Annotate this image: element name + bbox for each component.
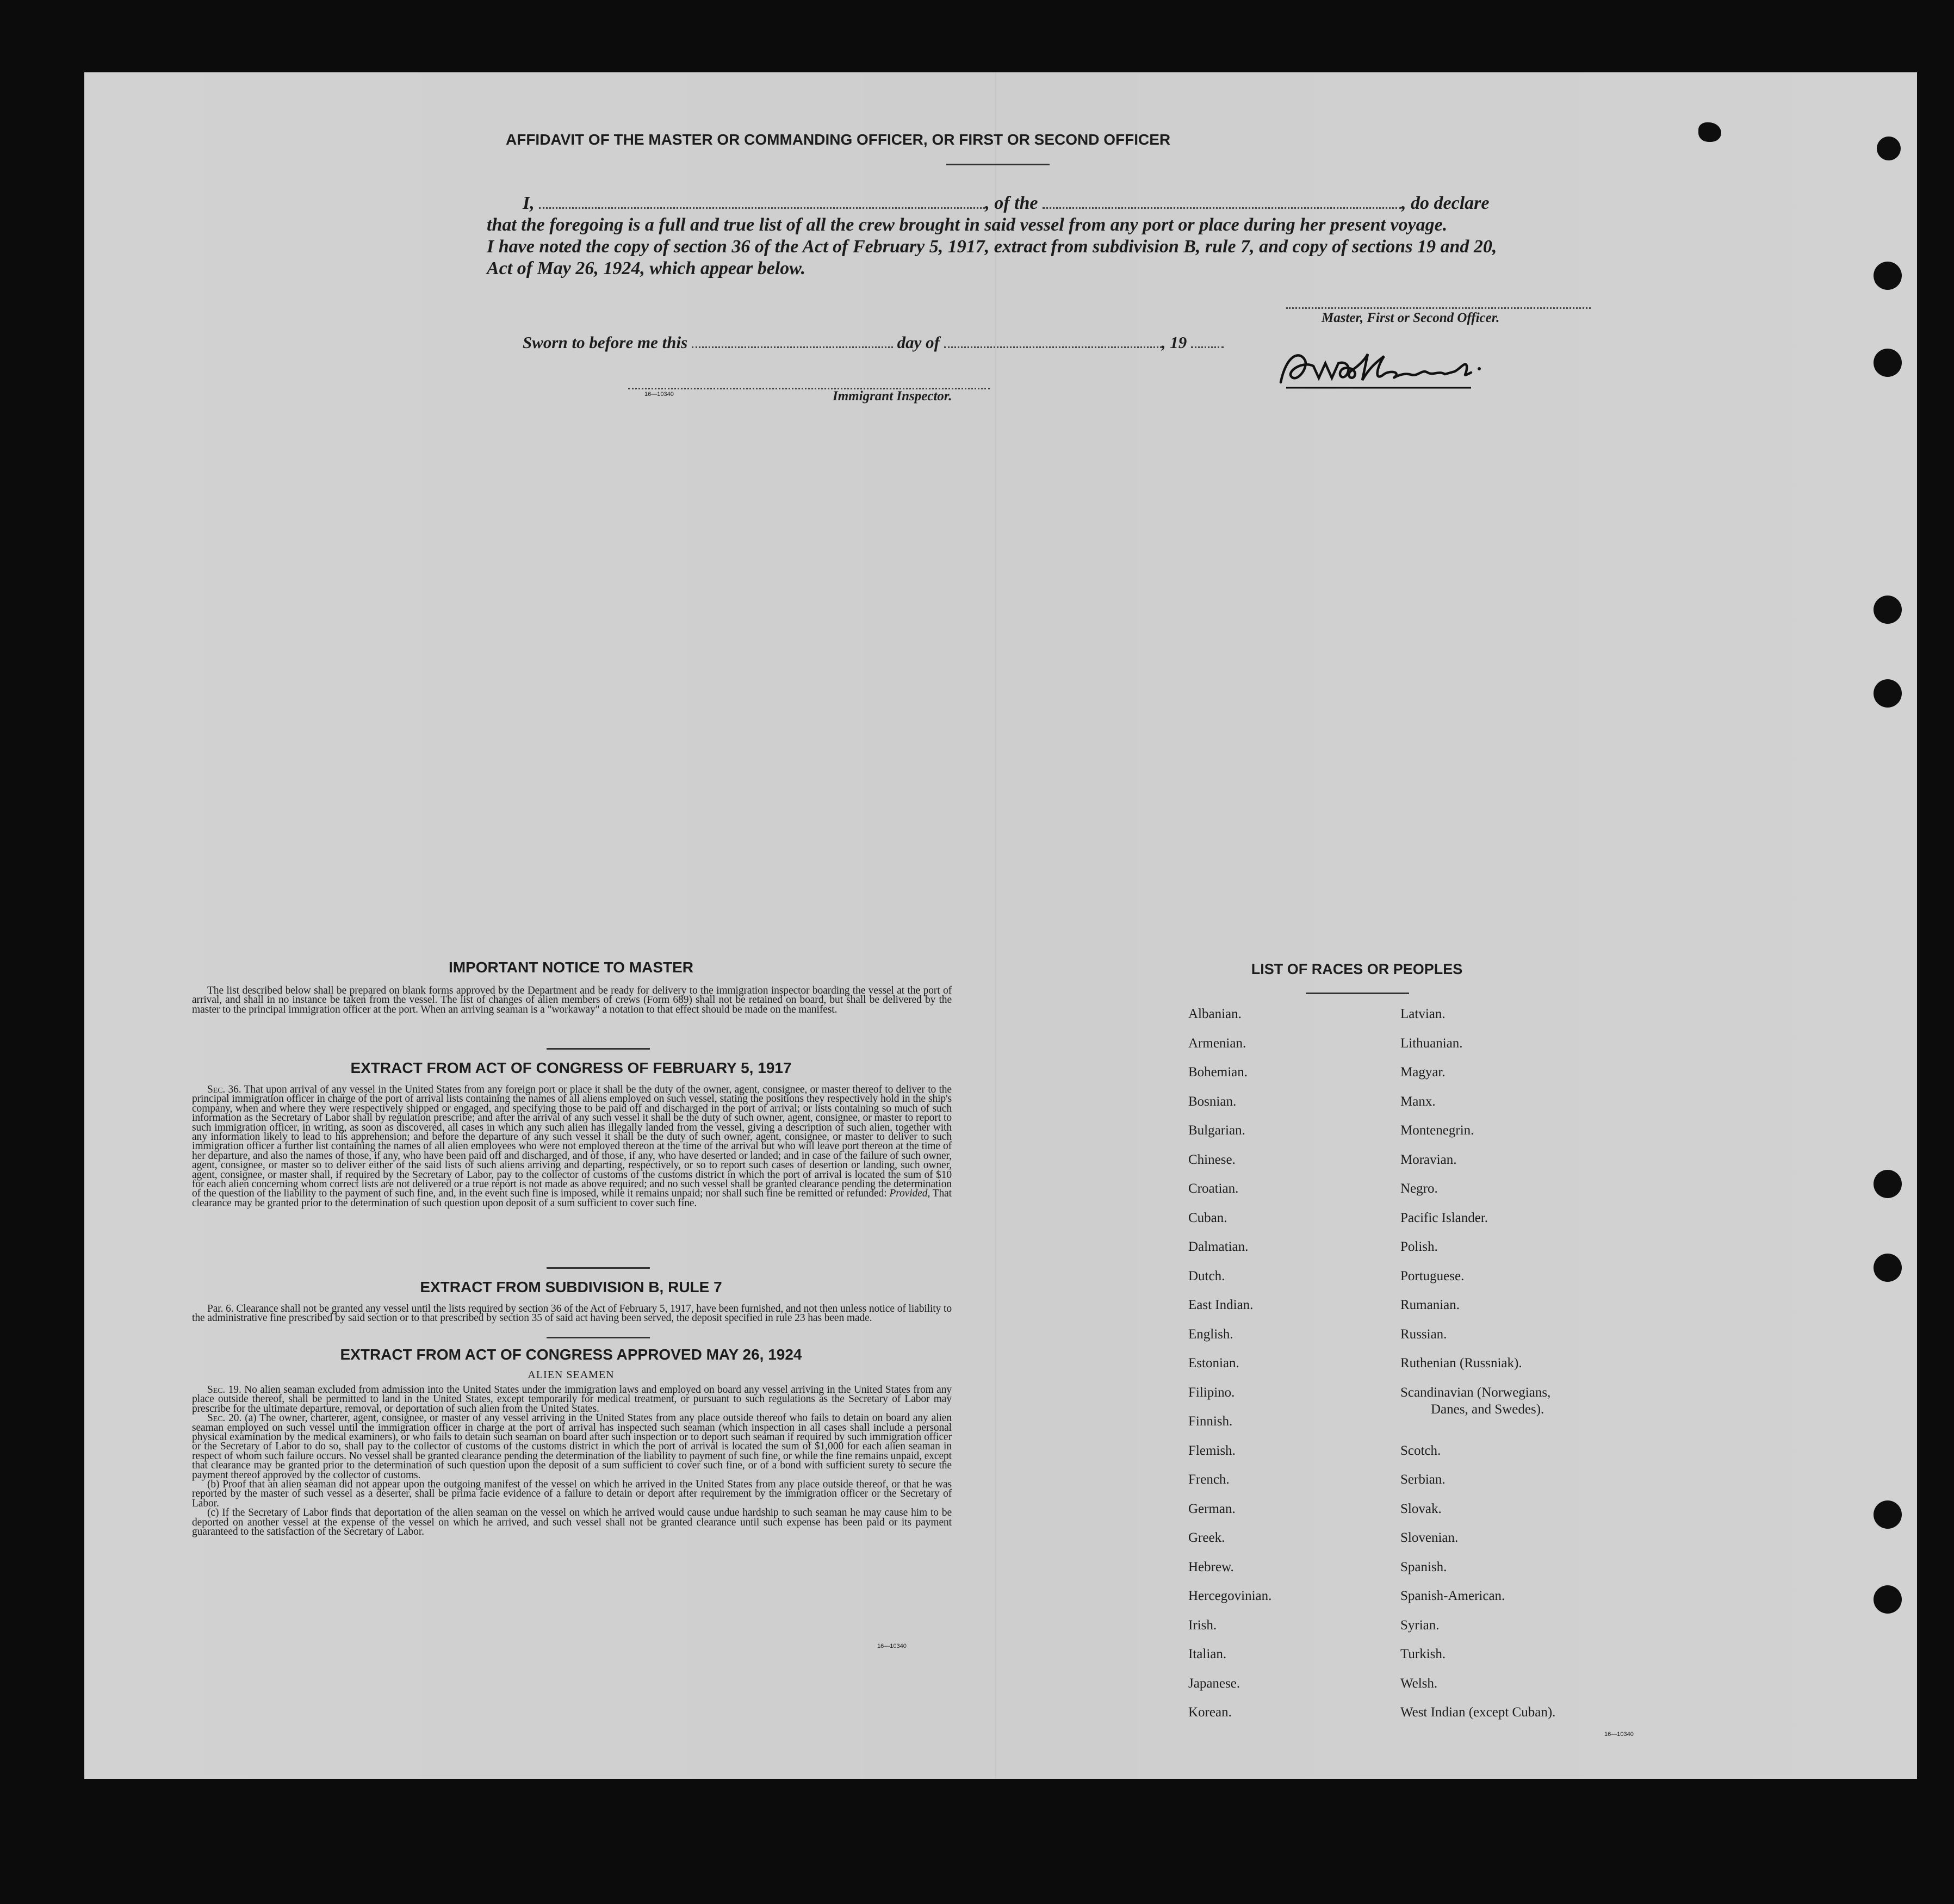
form-number-top: 16—10340 (644, 391, 674, 398)
race-item: Danes, and Swedes). (1431, 1401, 1544, 1417)
race-item: English. (1188, 1326, 1233, 1342)
race-item: Turkish. (1400, 1647, 1446, 1661)
page-fold (995, 72, 996, 1779)
race-item: Hercegovinian. (1188, 1589, 1272, 1603)
inspector-caption: Immigrant Inspector. (833, 389, 952, 404)
binder-hole (1874, 349, 1902, 377)
race-item: Dalmatian. (1188, 1239, 1249, 1254)
extract-rule7-title: EXTRACT FROM SUBDIVISION B, RULE 7 (420, 1279, 722, 1295)
vessel-field[interactable] (1043, 193, 1401, 209)
race-item: Ruthenian (Russniak). (1400, 1356, 1522, 1370)
title-rule (946, 164, 1050, 165)
races-column-1 (1188, 1007, 1271, 1734)
race-item: Slovenian. (1400, 1530, 1459, 1545)
extract-1924-text (192, 1385, 952, 1537)
notice-title: IMPORTANT NOTICE TO MASTER (448, 959, 694, 976)
race-item: Armenian. (1188, 1035, 1246, 1051)
race-item: Scandinavian (Norwegians, (1400, 1385, 1551, 1400)
sworn-year-field[interactable] (1191, 332, 1224, 348)
name-field[interactable] (539, 193, 985, 209)
sec-19-text: No alien seaman excluded from admission into the United States under the immigration laws and employed on board any vessel arriving in the United States from any place outside thereof, shall be permitted to land in the United States, except temporarily for medical treatment, or pursuant to such regulations as the Secretary of Labor may prescribe for the ultimate departure, removal, or deportation of such alien from the United States. (192, 1384, 952, 1415)
race-item: Bohemian. (1188, 1065, 1248, 1080)
sworn-date-field[interactable] (692, 332, 893, 348)
sec-20b-paragraph: (b) Proof that an alien seaman did not appear upon the outgoing manifest of the vessel on which he arrived in the United States from any place outside thereof, or that he was reported by the master of such vessel as a deserter, shall be prima facie evidence of a failure to detain or deport after requirement by the immigration officer or the Secretary of Labor. (192, 1479, 952, 1509)
binder-hole (1874, 596, 1902, 624)
race-item: East Indian. (1188, 1298, 1254, 1312)
text-year: , 19 (1161, 333, 1187, 352)
extract-rule7-text (192, 1304, 952, 1323)
race-item: Polish. (1400, 1239, 1438, 1254)
notice-paragraph: The list described below shall be prepared on blank forms approved by the Department and be ready for delivery to the immigration inspector boarding the vessel at the port of arrival, and shall in no instance be taken from the vessel. The list of changes of alien members of crews (Form 689) shall not be retained on board, but shall be delivered by the master to the principal immigration officer at the port. When an arriving seaman is a "workaway" a notation to that effect should be made on the manifest. (192, 985, 952, 1015)
text-day-of: day of (897, 333, 940, 352)
race-item: Manx. (1400, 1094, 1436, 1109)
race-item: Dutch. (1188, 1268, 1225, 1283)
binder-hole (1874, 1500, 1902, 1529)
affidavit-title: AFFIDAVIT OF THE MASTER OR COMMANDING OFFICER, OR FIRST OR SECOND OFFICER (506, 131, 1171, 148)
document-sheet (84, 72, 1917, 1779)
race-item: Chinese. (1188, 1152, 1236, 1167)
provided-word: Provided, (889, 1188, 931, 1200)
race-item: Montenegrin. (1400, 1123, 1474, 1138)
section-rule (547, 1048, 650, 1050)
binder-hole (1874, 1170, 1902, 1198)
text-sworn: Sworn to before me this (523, 333, 688, 352)
text-do-declare: , do declare (1401, 193, 1490, 213)
extract-1917-text (192, 1085, 952, 1208)
binder-hole (1877, 137, 1901, 160)
race-item: Russian. (1400, 1326, 1447, 1342)
race-item: Welsh. (1400, 1676, 1438, 1691)
affidavit-line-2: that the foregoing is a full and true list of all the crew brought in said vessel from any port or place during her present voyage. (487, 215, 1448, 235)
race-item: Syrian. (1400, 1617, 1440, 1633)
race-item: German. (1188, 1501, 1236, 1516)
races-title: LIST OF RACES OR PEOPLES (1251, 961, 1463, 977)
race-item: Croatian. (1188, 1181, 1239, 1196)
sec-20a-paragraph (192, 1413, 952, 1480)
races-rule (1306, 993, 1409, 994)
race-item: Italian. (1188, 1647, 1227, 1661)
text-i: I, (523, 193, 535, 213)
rule7-paragraph: Par. 6. Clearance shall not be granted any vessel until the lists required by section 36 of the Act of February 5, 1917, have been furnished, and not then unless notice of liability to the administrative fine prescribed by said section or to that prescribed by section 35 of said act having been served, the deposit specified in rule 23 has been made. (192, 1303, 952, 1324)
sec-19-label: Sec. 19. (207, 1384, 241, 1396)
race-item: Lithuanian. (1400, 1035, 1463, 1051)
section-rule (547, 1267, 650, 1269)
sworn-month-field[interactable] (944, 332, 1162, 348)
sec-36-text-end: That clearance may be granted prior to the determination of such question upon deposit of a sum sufficient to cover such fine. (192, 1188, 952, 1209)
race-item: Rumanian. (1400, 1298, 1460, 1312)
binder-hole (1874, 1254, 1902, 1282)
race-item: Pacific Islander. (1400, 1210, 1488, 1225)
race-item: Slovak. (1400, 1501, 1442, 1516)
race-item: Finnish. (1188, 1414, 1233, 1429)
race-item: Serbian. (1400, 1472, 1446, 1487)
race-item: Spanish-American. (1400, 1589, 1505, 1603)
race-item: Japanese. (1188, 1676, 1240, 1691)
race-item: Bulgarian. (1188, 1123, 1245, 1138)
race-item: West Indian (except Cuban). (1400, 1705, 1556, 1720)
race-item: Portuguese. (1400, 1268, 1465, 1283)
race-item: Negro. (1400, 1181, 1438, 1196)
extract-1917-title: EXTRACT FROM ACT OF CONGRESS OF FEBRUARY 5, 1917 (350, 1059, 792, 1076)
race-item: Spanish. (1400, 1559, 1447, 1574)
sec-36-text: That upon arrival of any vessel in the United States from any foreign port or place it shall be the duty of the owner, agent, consignee, or master thereof to deliver to the principal immigration officer in charge of the port of arrival lists containing the names of all aliens employed on such vessel, stating the positions they respectively hold in the ship's company, when and where they were respectively shipped or engaged, and specifying those to be paid off and discharged in the port of arrival; or lists containing so much of such information as the Secretary of Labor shall by regulation prescribe; and after the arrival of any such vessel it shall be the duty of such owner, agent, consignee, or master to report to such immigration officer, in writing, as soon as discovered, all cases in which any such alien has illegally landed from the vessel, giving a description of such alien, together with any information likely to lead to his apprehension; and before the departure of any such vessel it shall be the duty of such owner, agent, consignee, or master to deliver to such immigration officer a further list containing the names of all alien employees who were not employed thereon at the time of the arrival but who will leave port thereon at the time of her departure, and also the names of those, if any, who have been paid off and discharged, and of those, if any, who have deserted or landed; and in case of the failure of such owner, agent, consignee, or master so to deliver either of the said lists of such aliens arriving and departing, respectively, or so to report such cases of desertion or landing, such owner, agent, consignee, or master shall, if required by the Secretary of Labor, pay to the collector of customs of the customs district in which the port of arrival is located the sum of $10 for each alien concerning whom correct lists are not delivered or a true report is not made as above required; and no such vessel shall be granted clearance pending the determination of the question of the liability to the payment of such fine, and, in the event such fine is imposed, while it remains unpaid; nor shall such fine be remitted or refunded: (192, 1084, 952, 1200)
race-item: Bosnian. (1188, 1094, 1237, 1109)
race-item: Moravian. (1400, 1152, 1457, 1167)
signature-caption: Master, First or Second Officer. (1322, 311, 1500, 325)
race-item: Greek. (1188, 1530, 1225, 1545)
race-item: Irish. (1188, 1617, 1217, 1633)
affidavit-line-4: Act of May 26, 1924, which appear below. (487, 258, 806, 278)
race-item: Cuban. (1188, 1210, 1227, 1225)
race-item: Hebrew. (1188, 1559, 1234, 1574)
sec-20c-paragraph: (c) If the Secretary of Labor finds that deportation of the alien seaman on the vessel on which he arrived would cause undue hardship to such seaman he may cause him to be deported on another vessel at the expense of the vessel on which he arrived, and such vessel shall not be granted clearance until such expense has been paid or its payment guaranteed to the satisfaction of the Secretary of Labor. (192, 1507, 952, 1538)
extract-1924-title: EXTRACT FROM ACT OF CONGRESS APPROVED MAY 26, 1924 (340, 1346, 802, 1363)
race-item: Estonian. (1188, 1356, 1239, 1370)
race-item: Flemish. (1188, 1443, 1236, 1458)
affidavit-line-1 (523, 193, 1489, 214)
notice-text (192, 986, 952, 1014)
race-item: French. (1188, 1472, 1230, 1487)
signature-line (1286, 307, 1591, 309)
form-number-right: 16—10340 (1604, 1731, 1634, 1738)
race-item: Filipino. (1188, 1385, 1235, 1400)
affidavit-line-3: I have noted the copy of section 36 of the Act of February 5, 1917, extract from subdivision B, rule 7, and copy of sections 19 and 20, (487, 237, 1497, 257)
binder-hole (1874, 1585, 1902, 1614)
sec-20-label: Sec. 20. (207, 1412, 242, 1424)
sec-36-label: Sec. 36. (207, 1084, 241, 1095)
text-of-the: , of the (985, 193, 1038, 213)
race-item: Magyar. (1400, 1065, 1446, 1080)
binder-hole (1874, 262, 1902, 290)
handwritten-signature (1275, 344, 1525, 393)
sworn-line (523, 332, 1224, 352)
race-item: Albanian. (1188, 1007, 1242, 1021)
alien-seamen-subtitle: ALIEN SEAMEN (528, 1369, 615, 1381)
race-item: Latvian. (1400, 1007, 1446, 1021)
ink-blot (1698, 122, 1721, 142)
binder-hole (1874, 679, 1902, 708)
sec-20a-text: (a) The owner, charterer, agent, consignee, or master of any vessel arriving in the United States from any place outside thereof who fails to detain on board any alien seaman employed on such vessel until the immigration officer in charge at the port of arrival has inspected such seaman (which inspection in all cases shall include a personal physical examination by the medical examiners), or who fails to detain such seaman on board after such inspection or to deport such seaman if required by such immigration officer or the Secretary of Labor to do so, shall pay to the collector of customs of the customs district in which the port of arrival is located the sum of $1,000 for each alien seaman in respect of whom such failure occurs. No vessel shall be granted clearance pending the determination of the liability to payment of such fine, or while the fine remains unpaid, except that clearance may be granted prior to the determination of such question upon the deposit of a sum sufficient to cover such fine, or of a bond with sufficient surety to secure the payment thereof approved by the collector of customs. (192, 1412, 952, 1481)
race-item: Scotch. (1400, 1443, 1441, 1458)
section-rule (547, 1337, 650, 1338)
sec-36-paragraph (192, 1085, 952, 1208)
races-column-2 (1400, 1007, 1555, 1734)
sec-19-paragraph (192, 1385, 952, 1413)
form-number-left: 16—10340 (877, 1643, 907, 1649)
race-item: Korean. (1188, 1705, 1232, 1720)
